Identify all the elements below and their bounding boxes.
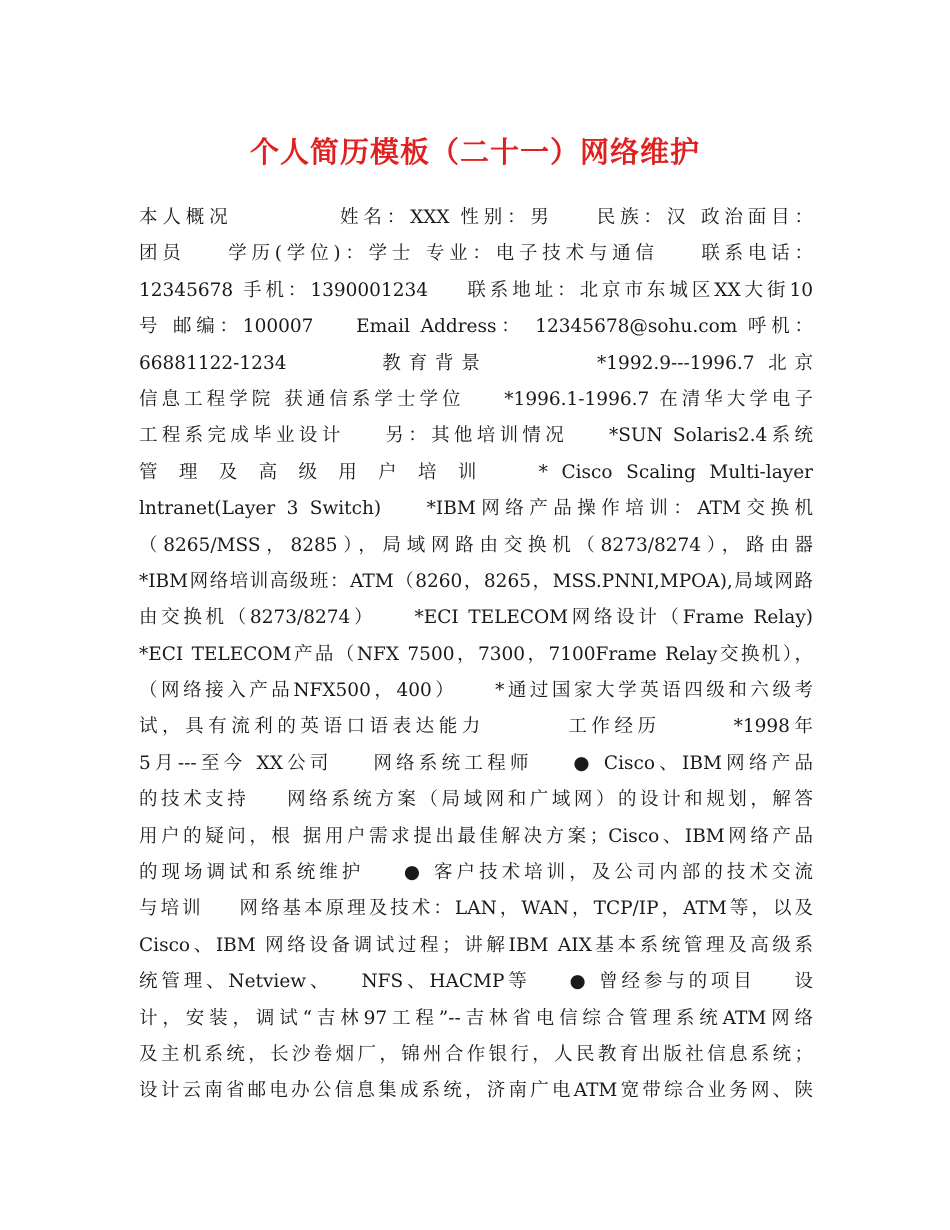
text-line: 用户的疑问，根 据用户需求提出最佳解决方案；Cisco、IBM网络产品 [139, 825, 813, 847]
text-line: 本人概况 姓名：XXX 性别：男 民族：汉 政治面目： [139, 207, 813, 228]
text-line: lntranet(Layer 3 Switch) *IBM网络产品操作培训：ATM交换机 [139, 498, 813, 520]
text-line: 号 邮编：100007 Email Address： 12345678@sohu.com 呼机： [139, 316, 813, 338]
text-line: 管 理 及 高 级 用 户 培 训 * Cisco Scaling Multi-layer [139, 461, 813, 483]
text-line: 统管理、Netview、 NFS、HACMP等 ● 曾经参与的项目 设 [139, 971, 813, 993]
text-line: 信息工程学院 获通信系学士学位 *1996.1-1996.7 在清华大学电子 [139, 388, 813, 410]
text-line: 由交换机（8273/8274） *ECI TELECOM网络设计（Frame Relay) [139, 607, 813, 629]
text-line: 12345678 手机：1390001234 联系地址：北京市东城区XX大街10 [139, 279, 813, 301]
text-line: 66881122-1234 教育背景 *1992.9---1996.7 北京 [139, 352, 813, 374]
text-line: 的现场调试和系统维护 ● 客户技术培训，及公司内部的技术交流 [139, 862, 813, 884]
text-line: （8265/MSS，8285），局域网路由交换机（8273/8274），路由器 [139, 534, 813, 556]
text-line: 的技术支持 网络系统方案（局域网和广域网）的设计和规划，解答 [139, 789, 813, 811]
text-line: 及主机系统，长沙卷烟厂，锦州合作银行，人民教育出版社信息系统； [139, 1043, 813, 1065]
text-line: Cisco、IBM 网络设备调试过程；讲解IBM AIX基本系统管理及高级系 [139, 934, 813, 956]
text-line: 团员 学历(学位)：学士 专业：电子技术与通信 联系电话： [139, 243, 813, 265]
text-line: 计，安装，调试“吉林97工程”--吉林省电信综合管理系统ATM网络 [139, 1007, 813, 1029]
text-line: 5月---至今 XX公司 网络系统工程师 ● Cisco、IBM网络产品 [139, 752, 813, 774]
text-line: 工程系完成毕业设计 另：其他培训情况 *SUN Solaris2.4系统 [139, 425, 813, 447]
text-line: 试，具有流利的英语口语表达能力 工作经历 *1998年 [139, 716, 813, 738]
text-line: *IBM网络培训高级班：ATM（8260，8265，MSS.PNNI,MPOA),局域网路 [139, 570, 813, 592]
text-line: 设计云南省邮电办公信息集成系统，济南广电ATM宽带综合业务网、陕 [139, 1080, 813, 1102]
document-title: 个人简历模板（二十一）网络维护 [249, 135, 700, 169]
text-line: *ECI TELECOM产品（NFX 7500，7300，7100Frame Relay交换机）， [139, 643, 813, 665]
text-line: （网络接入产品NFX500，400） *通过国家大学英语四级和六级考 [139, 680, 813, 702]
resume-body [139, 200, 813, 1110]
text-line: 与培训 网络基本原理及技术：LAN，WAN，TCP/IP，ATM等，以及 [139, 898, 813, 920]
